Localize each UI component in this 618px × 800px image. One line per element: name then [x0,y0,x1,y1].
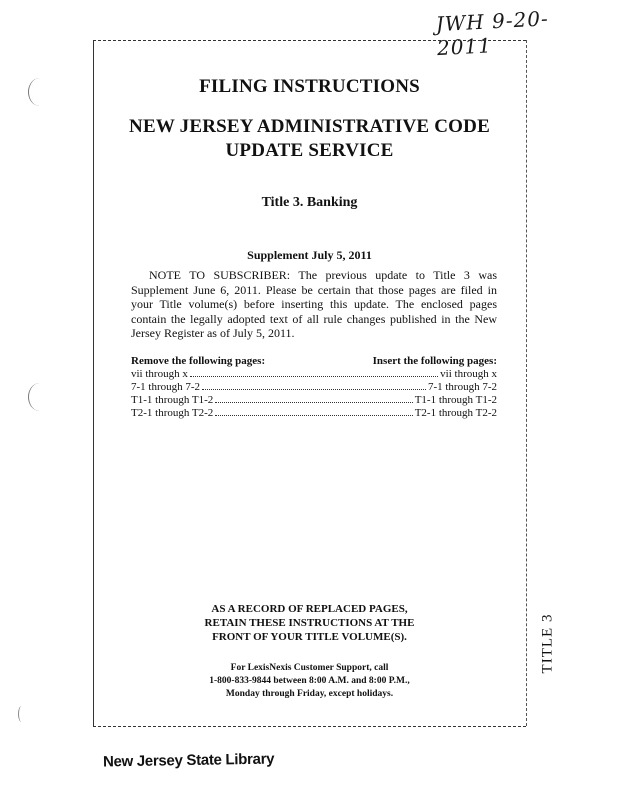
insert-pages-cell: vii through x [440,368,497,380]
remove-pages-cell: T1-1 through T1-2 [131,394,214,406]
side-tab-label: TITLE 3 [539,613,556,673]
record-instructions [93,602,526,644]
dot-leader [215,402,412,403]
insert-pages-cell: 7-1 through 7-2 [427,381,497,393]
subscriber-note: NOTE TO SUBSCRIBER: The previous update to Title 3 was Supplement June 6, 2011. Please be certain that those pages are filed in your Title volume(s) before inserting this update. The enclosed pages contain the legally adopted text of all rule changes published in the New Jersey Register as of July 5, 2011. [131,268,497,340]
binder-hole-mark-middle [28,383,51,411]
page-frame-top [93,40,526,41]
page-frame-bottom [93,726,526,727]
customer-support-info [93,662,526,701]
document-subheading-2: UPDATE SERVICE [225,140,394,161]
table-row [131,407,497,420]
binder-hole-mark-top [28,78,51,106]
support-line: 1-800-833-9844 between 8:00 A.M. and 8:00 P.M., [209,676,410,686]
remove-pages-cell: T2-1 through T2-2 [131,407,214,419]
insert-pages-cell: T2-1 through T2-2 [414,407,497,419]
pages-table-header [131,355,497,368]
title-side-tab [536,608,560,678]
dot-leader [190,376,438,377]
support-line: Monday through Friday, except holidays. [225,689,394,699]
insert-pages-header: Insert the following pages: [372,355,497,367]
table-row [131,394,497,407]
remove-pages-header: Remove the following pages: [131,355,266,367]
document-heading: FILING INSTRUCTIONS [199,76,420,97]
library-stamp: New Jersey State Library [102,750,275,771]
insert-pages-cell: T1-1 through T1-2 [414,394,497,406]
remove-pages-cell: vii through x [131,368,188,380]
remove-pages-cell: 7-1 through 7-2 [131,381,201,393]
title-label: Title 3. Banking [261,195,358,210]
binder-hole-mark-bottom [18,706,25,722]
supplement-date: Supplement July 5, 2011 [247,248,372,262]
record-line: AS A RECORD OF REPLACED PAGES, [211,603,408,615]
record-line: RETAIN THESE INSTRUCTIONS AT THE [204,617,415,629]
dot-leader [215,415,412,416]
dot-leader [202,389,426,390]
table-row [131,368,497,381]
document-subheading: NEW JERSEY ADMINISTRATIVE CODE [129,116,490,137]
handwritten-initials-date: JWH 9-20-2011 [435,6,550,61]
page-frame-right [526,40,527,726]
record-line: FRONT OF YOUR TITLE VOLUME(S). [212,631,407,643]
pages-table [131,355,497,420]
support-line: For LexisNexis Customer Support, call [230,663,389,673]
table-row [131,381,497,394]
